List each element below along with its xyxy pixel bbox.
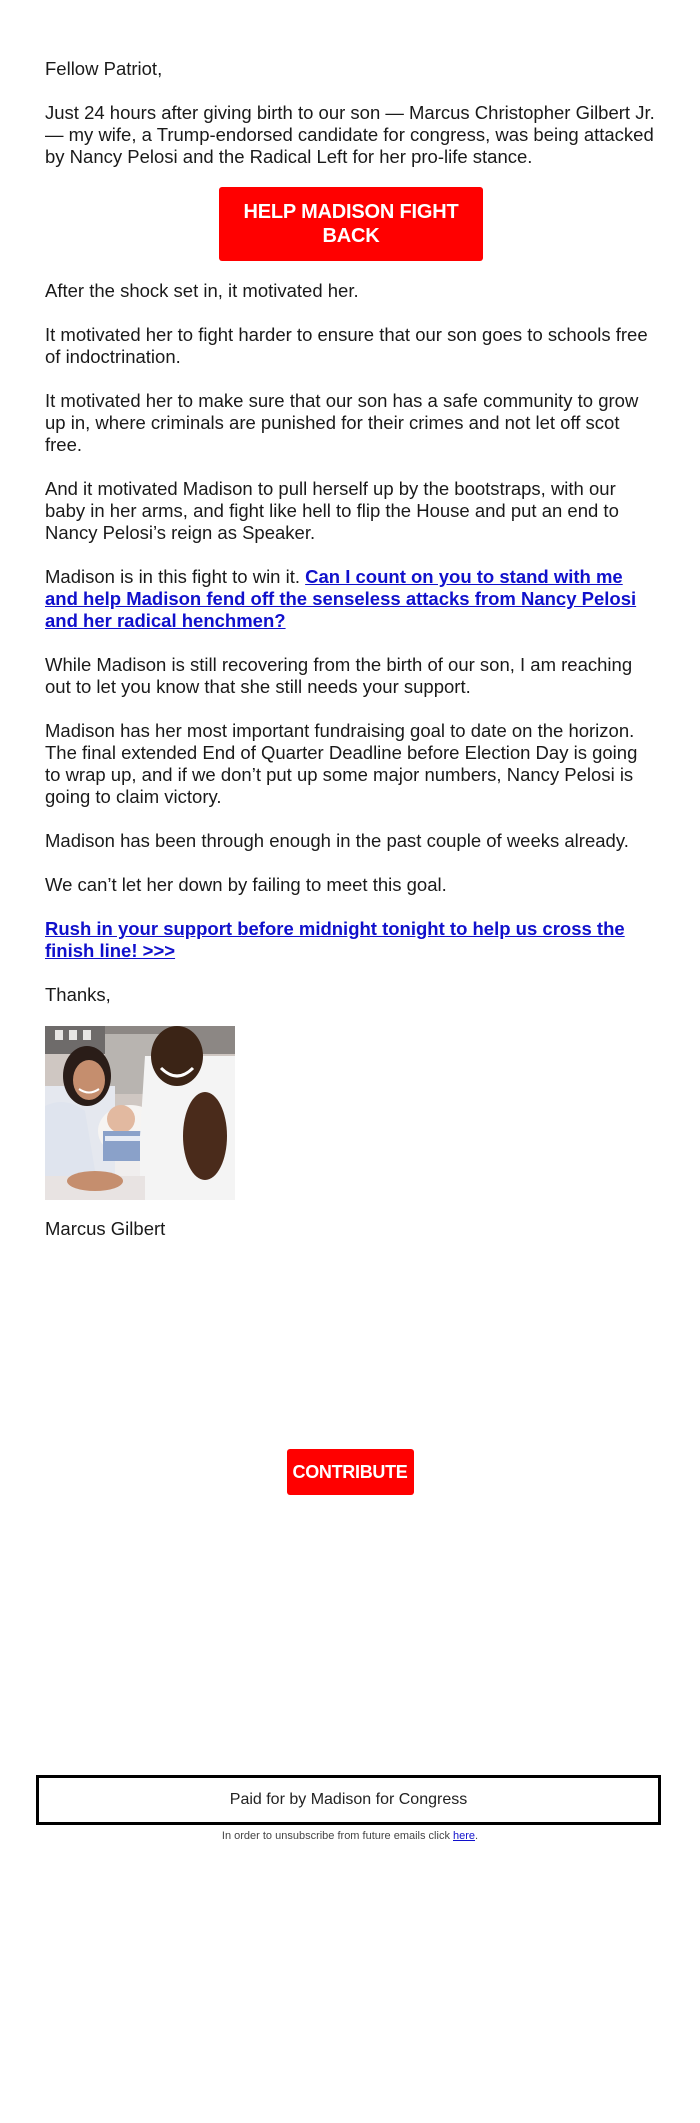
rush-support-link[interactable]: Rush in your support before midnight tonight to help us cross the finish line! >>> xyxy=(45,918,625,961)
paragraph-community: It motivated her to make sure that our son has a safe community to grow up in, where criminals are punished for their crimes and not let off scot free. xyxy=(45,390,639,455)
paragraph-recovering: While Madison is still recovering from the birth of our son, I am reaching out to let you know that she still needs your support. xyxy=(45,654,633,697)
paragraph-fight-to-win xyxy=(45,566,657,632)
intro-paragraph: Just 24 hours after giving birth to our son — Marcus Christopher Gilbert Jr. — my wife, a Trump-endorsed candidate for congress, was being attacked by Nancy Pelosi and the Radical Left for her pro-life stance. xyxy=(45,102,655,167)
contribute-button-row xyxy=(0,1449,700,1495)
help-madison-fight-back-button[interactable]: HELP MADISON FIGHT BACK xyxy=(219,187,483,261)
contribute-button[interactable]: CONTRIBUTE xyxy=(287,1449,414,1495)
email-body xyxy=(45,58,657,1262)
closing-thanks: Thanks, xyxy=(45,984,111,1005)
unsubscribe-period: . xyxy=(475,1830,479,1842)
unsubscribe-link[interactable]: here xyxy=(453,1830,476,1842)
count-on-you-link[interactable]: Can I count on you to stand with me and help Madison fend off the senseless attacks from Nancy Pelosi and her radical henchmen? xyxy=(45,566,637,631)
paragraph-fundraising-goal: Madison has her most important fundraising goal to date on the horizon. The final extended End of Quarter Deadline before Election Day is going to wrap up, and if we don’t put up some major numbers, Nancy Pelosi is going to claim victory. xyxy=(45,720,638,807)
fight-to-win-text: Madison is in this fight to win it. xyxy=(45,566,306,587)
signature: Marcus Gilbert xyxy=(45,1218,166,1239)
paid-for-disclaimer: Paid for by Madison for Congress xyxy=(36,1775,661,1825)
fight-back-button-row xyxy=(45,187,657,261)
paragraph-rush-support xyxy=(45,918,657,962)
family-photo xyxy=(45,1026,235,1200)
paragraph-schools: It motivated her to fight harder to ensure that our son goes to schools free of indoctrination. xyxy=(45,324,648,367)
paragraph-shock: After the shock set in, it motivated her. xyxy=(45,280,359,301)
unsubscribe-text: In order to unsubscribe from future emails click xyxy=(221,1830,453,1842)
paragraph-cant-let-her-down: We can’t let her down by failing to meet this goal. xyxy=(45,874,447,895)
paragraph-bootstraps: And it motivated Madison to pull herself up by the bootstraps, with our baby in her arms, and fight like hell to flip the House and put an end to Nancy Pelosi’s reign as Speaker. xyxy=(45,478,619,543)
salutation: Fellow Patriot, xyxy=(45,58,163,79)
paragraph-been-through-enough: Madison has been through enough in the past couple of weeks already. xyxy=(45,830,629,851)
unsubscribe-notice xyxy=(0,1830,700,1842)
